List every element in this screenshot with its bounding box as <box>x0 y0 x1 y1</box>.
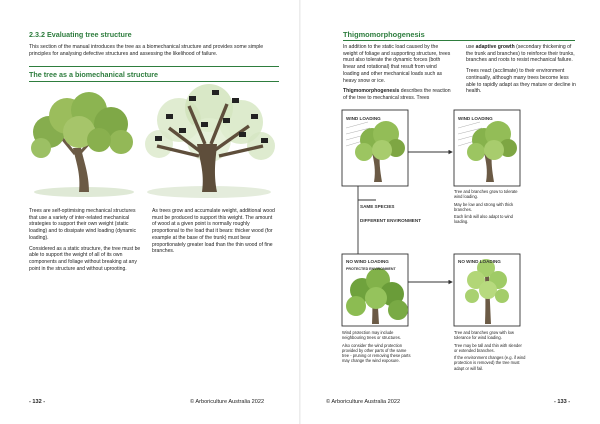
label-protected-env: PROTECTED ENVIRONMENT <box>346 267 396 271</box>
right-col2-para-1-pre: use <box>466 44 476 50</box>
label-different: DIFFERENT ENVIRONMENT <box>360 218 421 223</box>
left-column-2 <box>152 208 276 259</box>
right-col2-para-1-rest: (secondary thickening of the trunk and branches) to reinforce their trunks, branches and roots to resist mechanical failure. <box>466 44 575 64</box>
mature-tree-figure <box>145 84 275 198</box>
left-page-number: - 132 - <box>29 399 46 405</box>
intro-paragraph: This section of the manual introduces the tree as a biomechanical structure and provides some simple principles for analysing defective structures and assessing the likelihood of failure. <box>29 44 264 57</box>
caption-br-3: If the environment changes (e.g. if wind protection is removed) the tree must adapt or will fail. <box>454 355 526 371</box>
panel-no-wind-loading <box>454 254 520 326</box>
caption-tr-2: May be low and strong with thick branches. <box>454 201 514 212</box>
section-heading: 2.3.2 Evaluating tree structure <box>29 30 132 39</box>
right-heading: Thigmomorphogenesis <box>343 30 425 39</box>
caption-bl-2: Also consider the wind protection provided by other parts of the same tree - pruning or removing these parts may change the wind exposure. <box>342 342 411 364</box>
left-footer-credit: © Arboriculture Australia 2022 <box>190 399 265 405</box>
caption-br-1: Tree and branches grow with low tolerance for wind loading. <box>454 330 514 341</box>
caption-wind-loading <box>454 189 524 227</box>
term-adaptive-growth: adaptive growth <box>475 44 515 50</box>
right-page-number: - 133 - <box>554 399 571 405</box>
tree-illustration <box>29 84 279 200</box>
term-thigmomorphogenesis: Thigmomorphogenesis <box>343 88 400 95</box>
left-col2-para-1: As trees grow and accumulate weight, additional wood must be produced to support this weight. The amount of wood at a given point is normally roughly proportional to the load that it bears: thicker wood (for example at the base of the trunk) must bear proportionately greater load than the thin wood of fine branches. <box>152 208 275 255</box>
caption-no-wind <box>454 330 526 373</box>
label-wind-loading-right: WIND LOADING <box>458 116 493 121</box>
panel-wind-loading-right <box>454 110 520 186</box>
young-tree-figure <box>31 92 134 197</box>
right-page <box>300 0 600 424</box>
label-wind-loading-left: WIND LOADING <box>346 116 381 121</box>
right-col1-para-1: In addition to the static load caused by the weight of foliage and supporting structure, trees must also tolerate the dynamic forces (both linear and rotational) that result from wind loading and other mechanical loads such as heavy snow or ice. <box>343 44 451 84</box>
section-rule <box>29 66 279 67</box>
right-col1-para-2-rest: describes the reaction of the tree to mechanical stress. Trees <box>343 88 451 101</box>
subheading-rule <box>29 81 279 82</box>
caption-bl-1: Wind protection may include neighbouring trees or structures. <box>342 330 401 341</box>
right-col2-para-2: Trees react (acclimate) to their environment continually, although many trees become less able to rapidly adapt as they mature or decline in health. <box>466 68 576 95</box>
left-col1-para-1: Trees are self-optimising mechanical structures that use a variety of inter-related mechanical strategies to support their own weight (static loading) and to dissipate wind loading (dynamic loading). <box>29 208 137 241</box>
label-no-wind-protected: NO WIND LOADING <box>346 259 389 264</box>
left-col1-para-2: Considered as a static structure, the tree must be able to support the weight of all of its own components and foliage without breaking at any point in the structure and without uprooting. <box>29 245 141 272</box>
left-column-1 <box>29 208 141 276</box>
caption-protected <box>342 330 414 366</box>
panel-wind-loading-left <box>342 110 408 186</box>
panel-protected <box>342 254 408 326</box>
subheading: The tree as a biomechanical structure <box>29 70 159 79</box>
caption-tr-1: Tree and branches grow to tolerate wind loading. <box>454 189 518 200</box>
label-no-wind-right: NO WIND LOADING <box>458 259 501 264</box>
label-same-species: SAME SPECIES <box>360 204 395 209</box>
right-footer-credit: © Arboriculture Australia 2022 <box>326 399 401 405</box>
caption-br-2: Tree may be tall and thin with slender or extended branches. <box>454 342 522 353</box>
caption-tr-3: Each limb will also adapt to wind loading. <box>454 214 513 225</box>
split-line <box>358 186 376 262</box>
